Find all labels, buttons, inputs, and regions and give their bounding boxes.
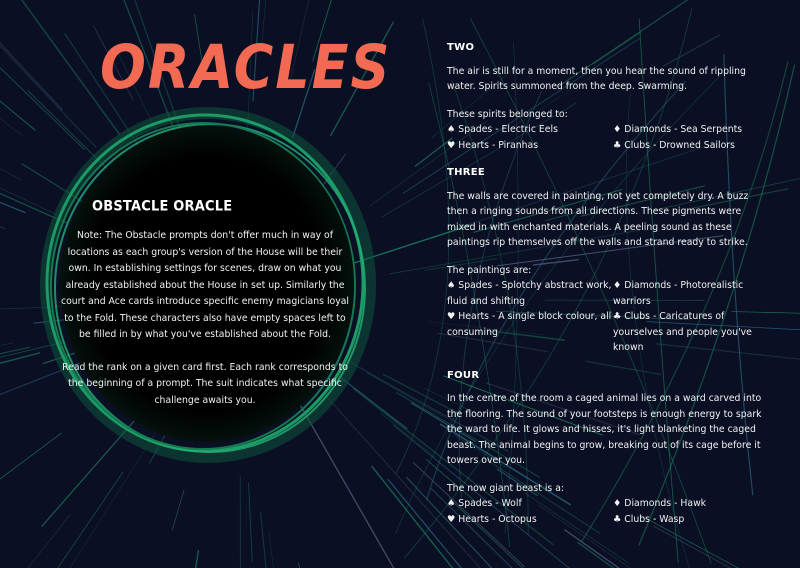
light-streak bbox=[0, 41, 84, 149]
light-streak bbox=[0, 205, 5, 228]
section-text: The air is still for a moment, then you hear the sound of rippling water. Spirits summoned from the deep. Swarming. bbox=[447, 65, 746, 92]
obstacle-oracle-heading: OBSTACLE ORACLE bbox=[92, 198, 233, 215]
section-four bbox=[447, 368, 767, 528]
section-heading: FOUR bbox=[447, 369, 480, 381]
light-streak bbox=[0, 0, 22, 136]
section-heading: TWO bbox=[447, 42, 475, 53]
suit-diamonds: ♦ Diamonds - Hawk bbox=[613, 498, 707, 509]
light-streak bbox=[0, 353, 39, 378]
section-lead: The now giant beast is a: bbox=[447, 482, 565, 494]
light-streak bbox=[261, 513, 274, 568]
section-lead: The paintings are: bbox=[447, 264, 532, 276]
light-streak bbox=[300, 405, 429, 568]
light-streak bbox=[37, 435, 154, 568]
suit-hearts: ♥ Hearts - A single block colour, all consuming bbox=[447, 311, 612, 338]
section-three bbox=[447, 165, 767, 356]
suit-hearts: ♥ Hearts - Octopus bbox=[447, 513, 537, 525]
suit-spades: ♠ Spades - Wolf bbox=[447, 498, 522, 509]
light-streak bbox=[299, 563, 346, 568]
light-streak bbox=[380, 413, 435, 457]
page-title: ORACLES bbox=[100, 31, 392, 103]
section-text: The walls are covered in painting, not yet completely dry. A buzz then a ringing sounds from all directions. These pigments were mixed in with enchanted materials. A peeling sound as these paintings rip themselves off the walls and strand ready to strike. bbox=[447, 190, 749, 248]
light-streak bbox=[0, 133, 57, 214]
light-streak bbox=[0, 23, 62, 109]
light-streak bbox=[0, 433, 61, 549]
suit-clubs: ♣ Clubs - Caricatures of yourselves and people you've known bbox=[613, 311, 752, 353]
light-streak bbox=[0, 472, 123, 568]
light-streak bbox=[0, 0, 96, 147]
obstacle-instructions: Read the rank on a given card first. Each rank corresponds to the beginning of a prompt. The suit indicates what specific challenge awaits you. bbox=[62, 361, 348, 406]
suit-hearts: ♥ Hearts - Piranhas bbox=[447, 139, 539, 151]
suit-spades: ♠ Spades - Electric Eels bbox=[447, 124, 558, 135]
suit-clubs: ♣ Clubs - Wasp bbox=[613, 513, 685, 525]
light-streak bbox=[172, 490, 184, 530]
suit-diamonds: ♦ Diamonds - Photorealistic warriors bbox=[613, 280, 744, 307]
suit-list bbox=[447, 122, 767, 153]
obstacle-note: Note: The Obstacle prompts don't offer much in way of locations as each group's version of the House will be their own. In establishing settings for scenes, draw on what you already established about the House in set up. Similarly the court and Ace cards introduce specific enemy magicians loyal to the Fold. These characters also have empty spaces left to be filled in by what you've established about the Fold. bbox=[60, 230, 350, 340]
suit-list bbox=[447, 496, 767, 527]
oracle-prompts bbox=[447, 40, 767, 539]
light-streak bbox=[178, 551, 198, 568]
suit-spades: ♠ Spades - Splotchy abstract work, fluid and shifting bbox=[447, 280, 612, 307]
section-heading: THREE bbox=[447, 167, 486, 178]
section-two bbox=[447, 40, 767, 153]
section-lead: These spirits belonged to: bbox=[447, 108, 568, 120]
suit-diamonds: ♦ Diamonds - Sea Serpents bbox=[613, 124, 743, 135]
obstacle-oracle-body bbox=[60, 198, 350, 425]
suit-list bbox=[447, 278, 767, 356]
suit-clubs: ♣ Clubs - Drowned Sailors bbox=[613, 139, 735, 151]
light-streak bbox=[269, 531, 299, 568]
light-streak bbox=[249, 483, 253, 562]
light-streak bbox=[0, 514, 70, 568]
section-text: In the centre of the room a caged animal lies on a ward carved into the flooring. The sound of your footsteps is enough energy to spark the ward to life. It glows and hisses, it's light blanketing the caged beast. The animal begins to grow, breaking out of its cage before it towers over you. bbox=[447, 393, 762, 466]
